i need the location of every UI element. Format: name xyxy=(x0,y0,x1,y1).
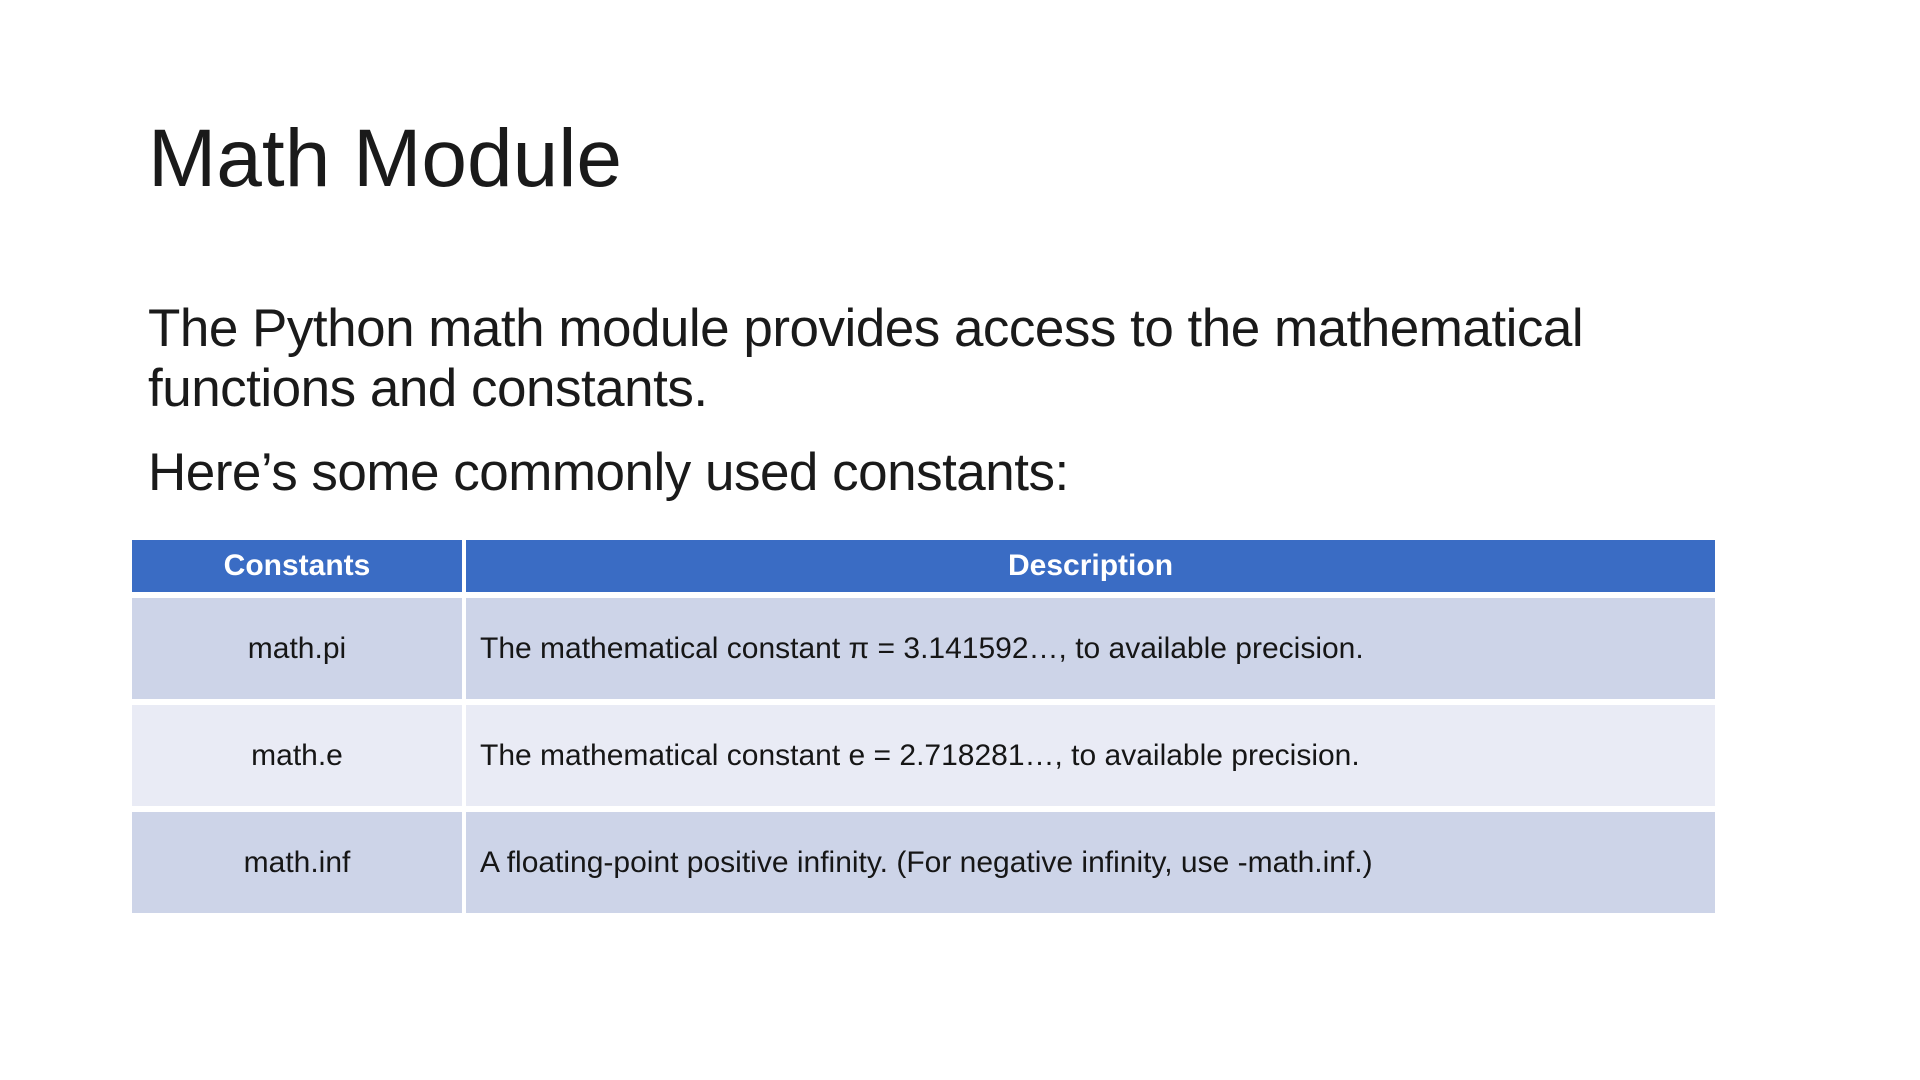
constants-intro-text: Here’s some commonly used constants: xyxy=(148,443,1069,502)
constant-cell: math.pi xyxy=(132,592,466,699)
table-row xyxy=(132,592,1715,699)
constants-table xyxy=(132,540,1715,913)
description-cell: The mathematical constant π = 3.141592…, to available precision. xyxy=(466,592,1715,699)
table-row xyxy=(132,806,1715,913)
table-row xyxy=(132,699,1715,806)
header-cell-constants: Constants xyxy=(132,540,466,592)
table-header-row xyxy=(132,540,1715,592)
constant-cell: math.e xyxy=(132,699,466,806)
intro-text-line-1: The Python math module provides access to the mathematical xyxy=(148,299,1584,358)
constant-cell: math.inf xyxy=(132,806,466,913)
description-cell: A floating-point positive infinity. (For negative infinity, use -math.inf.) xyxy=(466,806,1715,913)
description-cell: The mathematical constant e = 2.718281…, to available precision. xyxy=(466,699,1715,806)
slide-title: Math Module xyxy=(148,113,623,204)
header-cell-description: Description xyxy=(466,540,1715,592)
intro-text-line-2: functions and constants. xyxy=(148,359,708,418)
